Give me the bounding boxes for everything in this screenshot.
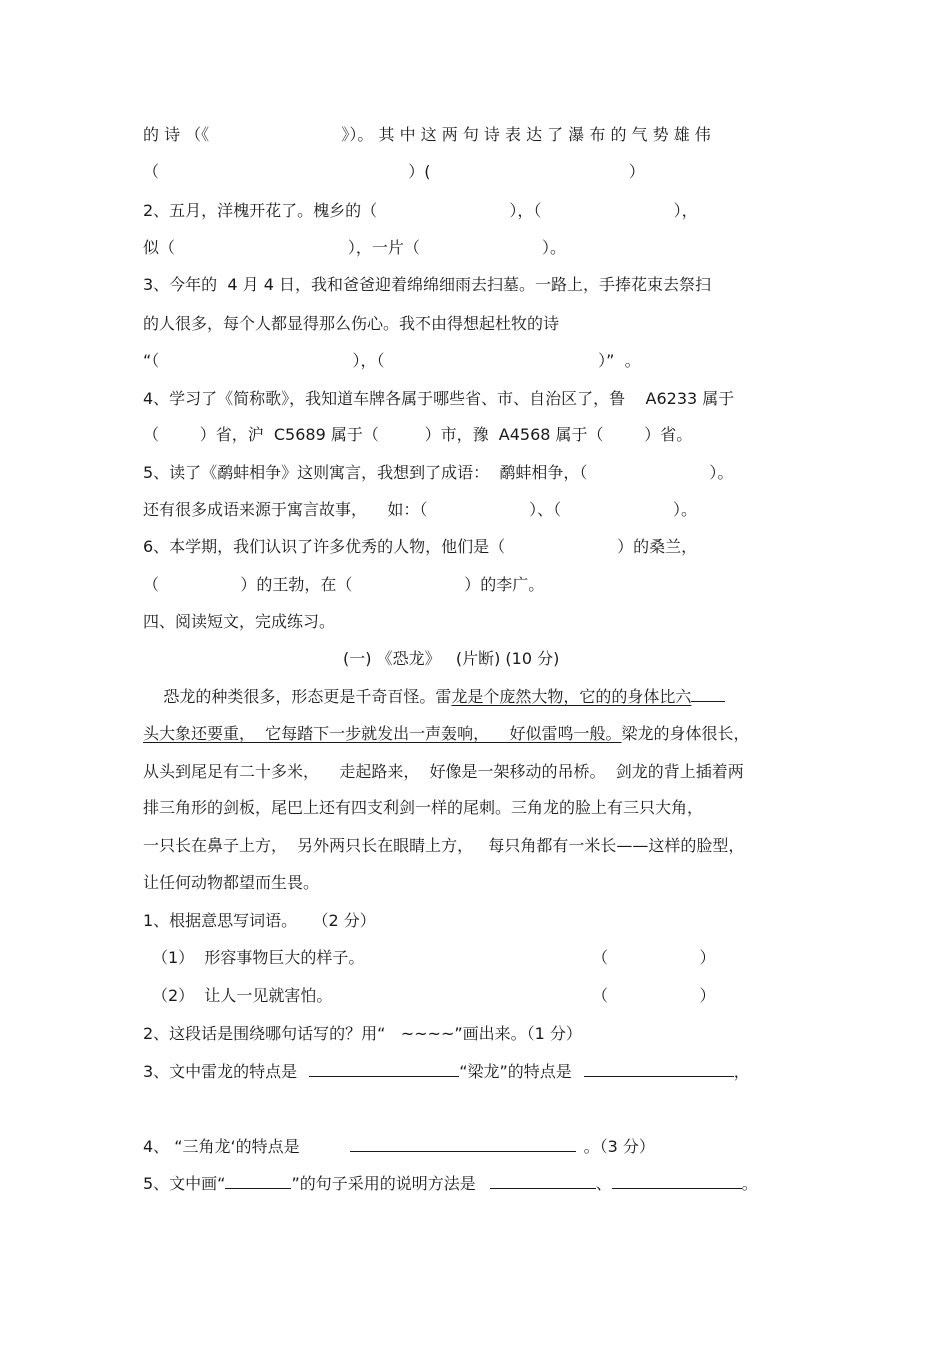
passage-text: 梁龙的身体很长， xyxy=(621,724,750,743)
question-3-line-1: 3、今年的 4 月 4 日，我和爸爸迎着绵绵细雨去扫墓。一路上，手捧花束去祭扫 xyxy=(143,275,711,294)
question-text: ”的句子采用的说明方法是 xyxy=(291,1174,476,1193)
question-2-line-2: 似（ ），一片（ ）。 xyxy=(143,238,566,257)
question-6-line-1: 6、本学期，我们认识了许多优秀的人物，他们是（ ）的桑兰， xyxy=(143,537,698,556)
question-punct: ， xyxy=(733,1062,750,1081)
question-6-line-2: （ ）的王勃，在（ ）的李广。 xyxy=(143,575,545,594)
underlined-sentence-continued: 头大象还要重， 它每踏下一步就发出一声轰响， 好似雷鸣一般。 xyxy=(143,724,622,743)
reading-question-1: 1、根据意思写词语。 （2 分） xyxy=(143,911,376,930)
section-4-heading: 四、阅读短文，完成练习。 xyxy=(143,612,336,631)
answer-blank[interactable] xyxy=(584,1062,734,1077)
question-4-line-2: （ ）省，沪 C5689 属于（ ）市，豫 A4568 属于（ ）省。 xyxy=(143,425,693,444)
reading-question-2: 2、这段话是围绕哪句话写的？用“ ~~~~”画出来。（1 分） xyxy=(143,1024,582,1043)
answer-paren-1-2: （ ） xyxy=(592,986,716,1005)
text-line-1: 的 诗 （《 》）。 其 中 这 两 句 诗 表 达 了 瀑 布 的 气 势 雄 伟 xyxy=(143,125,711,144)
passage-line-4: 排三角形的剑板，尾巴上还有四支利剑一样的尾刺。三角龙的脸上有三只大角， xyxy=(143,798,704,817)
passage-line-3: 从头到尾足有二十多米， 走起路来， 好像是一架移动的吊桥。 剑龙的背上插着两 xyxy=(143,762,744,781)
answer-blank[interactable] xyxy=(490,1174,596,1189)
question-3-line-3: “（ ），（ ）” 。 xyxy=(143,351,641,370)
underline-tail xyxy=(691,687,725,702)
question-punct: 、 xyxy=(595,1174,612,1193)
question-3-line-2: 的人很多，每个人都显得那么伤心。我不由得想起杜牧的诗 xyxy=(143,314,560,333)
question-text: 4、 “三角龙‘的特点是 xyxy=(143,1137,300,1156)
answer-blank[interactable] xyxy=(350,1137,576,1152)
question-punct: 。 xyxy=(741,1174,758,1193)
question-5-line-1: 5、读了《鹬蚌相争》这则寓言，我想到了成语： 鹬蚌相争，（ ）。 xyxy=(143,463,734,482)
question-text: 3、文中雷龙的特点是 xyxy=(143,1062,298,1081)
passage-line-1 xyxy=(143,686,725,708)
question-text: 5、文中画“ xyxy=(143,1174,226,1193)
passage-line-5: 一只长在鼻子上方， 另外两只长在眼睛上方， 每只角都有一米长——这样的脸型， xyxy=(143,836,745,855)
reading-question-1-1: （1） 形容事物巨大的样子。 xyxy=(152,948,365,967)
reading-question-3 xyxy=(143,1061,750,1083)
answer-paren-1-1: （ ） xyxy=(592,948,716,967)
question-4-line-1: 4、学习了《简称歌》，我知道车牌各属于哪些省、市、自治区了，鲁 A6233 属于 xyxy=(143,389,735,408)
underlined-sentence: 龙是个庞然大物，它的的身体比六 xyxy=(451,687,692,706)
answer-blank[interactable] xyxy=(309,1062,459,1077)
passage-title: (一) 《恐龙》 (片断) (10 分) xyxy=(343,649,560,668)
passage-line-6: 让任何动物都望而生畏。 xyxy=(143,873,320,892)
question-5-line-2: 还有很多成语来源于寓言故事， 如：（ ）、（ ）。 xyxy=(143,500,697,519)
reading-question-1-2: （2） 让人一见就害怕。 xyxy=(152,986,333,1005)
reading-question-5 xyxy=(143,1173,758,1195)
passage-line-2 xyxy=(143,723,750,745)
question-text: 。（3 分） xyxy=(583,1137,655,1156)
text-line-2: （ ）( ） xyxy=(143,162,645,181)
question-text: “梁龙”的特点是 xyxy=(459,1062,572,1081)
passage-text: 恐龙的种类很多，形态更是千奇百怪。雷 xyxy=(143,687,452,706)
question-2-line-1: 2、五月，洋槐开花了。槐乡的（ ），（ ）， xyxy=(143,201,698,220)
reading-question-4 xyxy=(143,1136,655,1158)
answer-blank[interactable] xyxy=(225,1174,291,1189)
answer-blank[interactable] xyxy=(612,1174,742,1189)
